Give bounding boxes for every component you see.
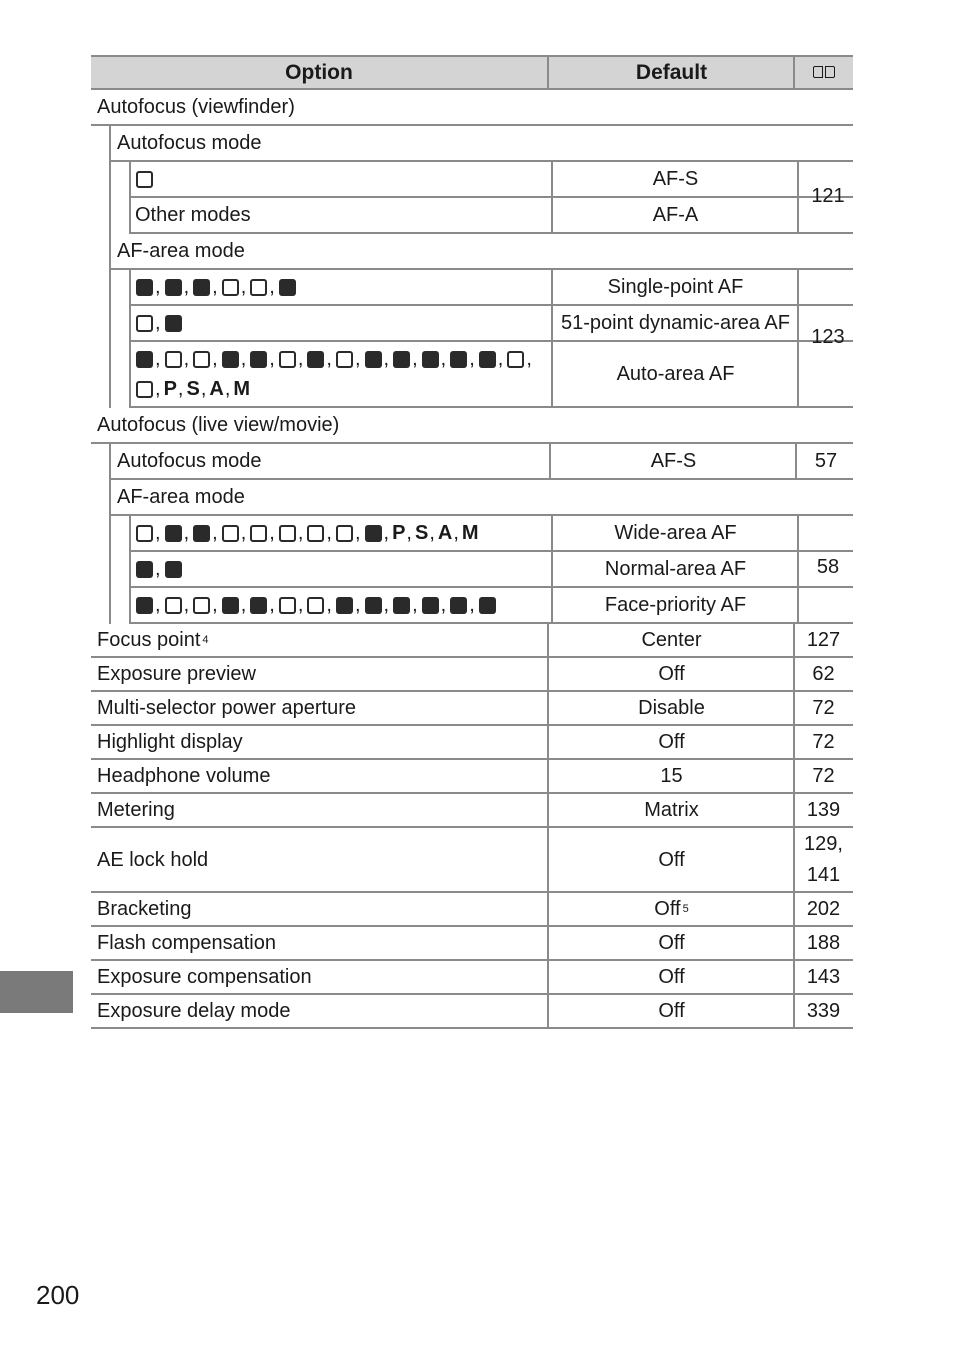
portrait-icon: [193, 597, 210, 614]
option-cell: Highlight display: [97, 731, 243, 753]
table-header: [91, 55, 853, 90]
page-cell: 72: [812, 765, 835, 787]
section-af-liveview-label: Autofocus (live view/movie): [97, 414, 340, 436]
table-row: [131, 270, 853, 306]
page-cell: 72: [812, 697, 835, 719]
mode-s: S: [414, 522, 429, 544]
sunset-icon: [365, 597, 382, 614]
option-cell: , , , , ,: [135, 270, 545, 304]
af-viewfinder-mode-block: [129, 162, 853, 234]
option-cell: Flash compensation: [97, 932, 276, 954]
low-key-icon: [279, 279, 296, 296]
option-cell: Metering: [97, 799, 175, 821]
low-key-icon: [365, 525, 382, 542]
color-sketch-icon: [250, 525, 267, 542]
mode-s: S: [186, 378, 200, 400]
beach-snow-icon: [307, 525, 324, 542]
default-cell: AF-A: [652, 204, 699, 226]
autumn-leaves-icon: [479, 351, 496, 368]
option-cell: , , , , , , , , , P , S , A , M: [135, 516, 550, 550]
table-row: [91, 624, 853, 658]
book-icon: [813, 66, 835, 80]
landscape-icon: [222, 351, 239, 368]
table-row: [131, 198, 853, 234]
high-key-icon: [336, 525, 353, 542]
section-af-viewfinder-label: Autofocus (viewfinder): [97, 96, 295, 118]
page-cell: 127: [806, 629, 841, 651]
option-cell: , , , , , , , , , , , , , , , P , S , A , M: [135, 342, 540, 406]
default-cell: Single-point AF: [607, 276, 744, 298]
option-cell: AE lock hold: [97, 848, 209, 871]
option-cell: Exposure preview: [97, 663, 256, 685]
af-viewfinder-mode-label: [111, 126, 853, 162]
default-cell: Off: [658, 1000, 685, 1022]
table-row: [91, 961, 853, 995]
header-page: [794, 57, 853, 88]
flash-off-icon: [165, 597, 182, 614]
auto-icon: [136, 597, 153, 614]
option-cell: Other modes: [135, 204, 251, 226]
default-cell: Disable: [638, 697, 705, 719]
af-liveview-block: [109, 444, 853, 624]
table-row: [91, 692, 853, 726]
option-cell: Focus point 4: [97, 629, 209, 651]
color-sketch-pencil-icon: [136, 381, 153, 398]
option-cell: Multi-selector power aperture: [97, 697, 356, 719]
page-cell: 188: [806, 932, 841, 954]
af-liveview-area-label: [111, 480, 853, 516]
blossom-icon: [450, 597, 467, 614]
page-cell: 339: [806, 1000, 841, 1022]
page-cell: 123: [811, 326, 845, 348]
page-cell: 139: [806, 799, 841, 821]
chapter-tab: [0, 971, 73, 1013]
default-cell: Off: [658, 966, 685, 988]
default-cell: Auto-area AF: [616, 363, 735, 385]
table-row: [131, 342, 853, 408]
portrait-icon: [193, 351, 210, 368]
table-row: [91, 828, 853, 893]
mode-p: P: [392, 522, 406, 544]
high-key-icon: [250, 279, 267, 296]
candlelight-icon: [422, 597, 439, 614]
dusk-dawn-icon: [393, 597, 410, 614]
page-cell: 62: [812, 663, 835, 685]
default-cell: 15: [660, 765, 683, 787]
settings-table: [91, 55, 853, 1029]
section-af-viewfinder: [91, 90, 853, 126]
sports-icon: [136, 525, 153, 542]
auto-icon: [136, 351, 153, 368]
pet-portrait-icon: [193, 525, 210, 542]
auto-flash-off-icon: [222, 525, 239, 542]
section-af-liveview: [91, 408, 853, 444]
option-cell: Bracketing: [97, 898, 192, 920]
table-row: [111, 444, 853, 480]
default-cell: Matrix: [644, 799, 699, 821]
option-cell: , , , , , , , , , , , ,: [135, 588, 550, 622]
table-row: [131, 588, 853, 624]
table-row: [131, 516, 853, 552]
food-icon: [193, 279, 210, 296]
table-row: [91, 995, 853, 1029]
default-cell: Off: [658, 932, 685, 954]
flash-off-icon: [165, 351, 182, 368]
default-cell: Off 5: [654, 898, 689, 920]
sunset-icon: [393, 351, 410, 368]
option-cell: Headphone volume: [97, 765, 271, 787]
default-cell: Face-priority AF: [604, 594, 747, 616]
page-cell: 72: [812, 731, 835, 753]
night-landscape-icon: [165, 525, 182, 542]
option-cell: Exposure compensation: [97, 966, 312, 988]
default-cell: Off: [658, 731, 685, 753]
default-cell: AF-S: [652, 168, 699, 190]
default-cell: AF-S: [650, 450, 697, 472]
option-cell: Autofocus mode: [117, 450, 262, 472]
header-default: Default: [635, 61, 708, 84]
party-indoor-icon: [336, 351, 353, 368]
table-row: [91, 760, 853, 794]
af-viewfinder-area-label: [111, 234, 853, 270]
auto-flash-off-icon: [136, 171, 153, 188]
table-row: [91, 893, 853, 927]
color-sketch-icon: [507, 351, 524, 368]
sports-icon: [136, 315, 153, 332]
option-cell: Exposure delay mode: [97, 1000, 291, 1022]
page-cell: 202: [806, 898, 841, 920]
page-cell: 121: [811, 185, 845, 207]
default-cell: Wide-area AF: [614, 522, 737, 544]
table-row: [91, 794, 853, 828]
beach-snow-icon: [222, 279, 239, 296]
af-viewfinder-mode-text: Autofocus mode: [117, 132, 262, 154]
pet-portrait-icon: [165, 315, 182, 332]
af-viewfinder-block: [109, 126, 853, 408]
page-cell: 58: [816, 556, 840, 578]
party-indoor-icon: [307, 597, 324, 614]
af-viewfinder-area-text: AF-area mode: [117, 240, 245, 262]
page-cell: 143: [806, 966, 841, 988]
option-cell: [135, 162, 545, 196]
candlelight-icon: [165, 279, 182, 296]
header-option: Option: [285, 61, 353, 84]
table-row: [131, 552, 853, 588]
default-cell: Off: [658, 848, 685, 871]
close-up-icon: [136, 279, 153, 296]
page-number: 200: [36, 1280, 80, 1310]
table-row: [91, 927, 853, 961]
dusk-dawn-icon: [422, 351, 439, 368]
mode-a: A: [437, 522, 453, 544]
page-cell: 129, 141: [804, 832, 843, 886]
af-viewfinder-area-block: [129, 270, 853, 408]
night-portrait-icon: [279, 351, 296, 368]
table-row: [91, 726, 853, 760]
default-cell: 51-point dynamic-area AF: [560, 312, 790, 334]
night-portrait-icon: [279, 597, 296, 614]
autumn-colors-icon: [365, 351, 382, 368]
af-liveview-area-block: [129, 516, 853, 624]
page-cell: 57: [814, 450, 838, 472]
close-up-icon: [136, 561, 153, 578]
autumn-colors-icon: [336, 597, 353, 614]
child-icon: [250, 351, 267, 368]
mode-m: M: [233, 378, 251, 400]
mode-a: A: [209, 378, 224, 400]
mode-p: P: [163, 378, 177, 400]
child-icon: [250, 597, 267, 614]
option-cell: ,: [135, 306, 545, 340]
table-row: [91, 658, 853, 692]
blossom-icon: [450, 351, 467, 368]
default-cell: Off: [658, 663, 685, 685]
color-sketch-pencil-icon: [279, 525, 296, 542]
table-row: [131, 162, 853, 198]
af-liveview-area-text: AF-area mode: [117, 486, 245, 508]
food-icon: [165, 561, 182, 578]
table-row: [131, 306, 853, 342]
night-landscape-icon: [307, 351, 324, 368]
default-cell: Normal-area AF: [604, 558, 747, 580]
autumn-leaves-icon: [479, 597, 496, 614]
option-cell: ,: [135, 552, 545, 586]
default-cell: Center: [641, 629, 702, 651]
landscape-icon: [222, 597, 239, 614]
mode-m: M: [461, 522, 479, 544]
